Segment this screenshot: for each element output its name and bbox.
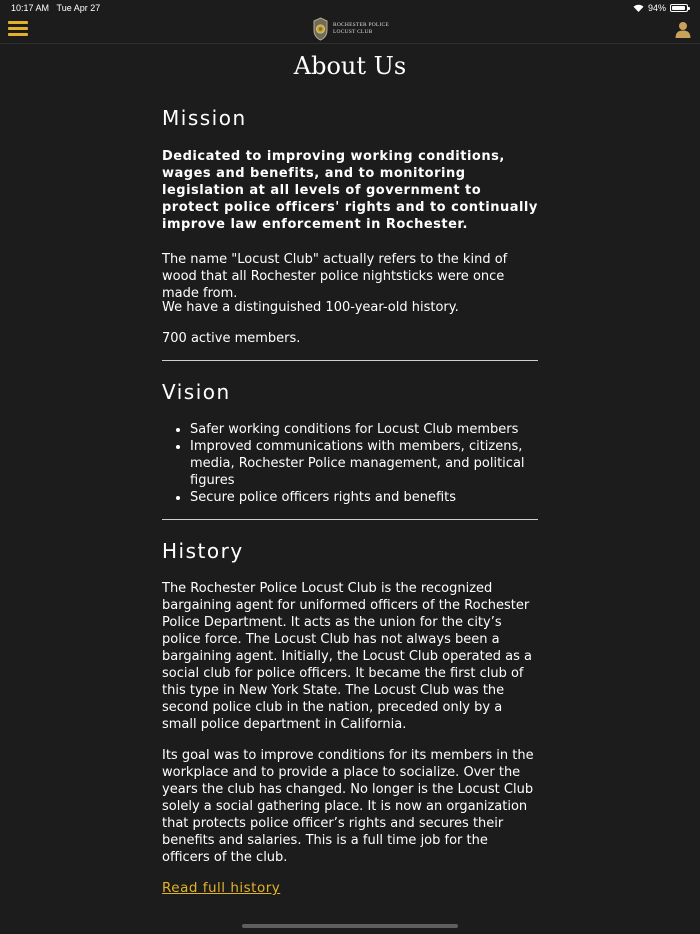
home-indicator[interactable]: [242, 924, 458, 928]
hamburger-menu-icon[interactable]: [8, 21, 28, 37]
history-paragraph: Its goal was to improve conditions for its members in the workplace and to provide a place to socialize. Over the years the club has changed. No longer is the Locust Club solely a social gathering place. It is now an organization that protects police officer’s rights and secures their benefits and salaries. This is a full time job for the officers of the club.: [162, 748, 534, 865]
list-item: • Improved communications with members, citizens, media, Rochester Police management, and political figures: [190, 438, 538, 489]
police-badge-icon: [312, 17, 329, 41]
list-item: • Secure police officers rights and benefits: [190, 489, 538, 506]
status-time: 10:17 AM Tue Apr 27: [11, 3, 101, 13]
mission-paragraph: We have a distinguished 100-year-old history.: [162, 300, 459, 315]
status-right: [633, 3, 688, 13]
mission-paragraph: The name "Locust Club" actually refers to the kind of wood that all Rochester police nightsticks were once made from.: [162, 252, 508, 301]
club-logo: [312, 17, 389, 41]
battery-icon: [670, 4, 688, 12]
battery-percent: 94%: [647, 3, 666, 13]
vision-list: [162, 421, 538, 506]
mission-statement: Dedicated to improving working conditions, wages and benefits, and to monitoring legislation at all levels of government to protect police officers' rights and to continually improve law enforcement in Rochester.: [162, 149, 538, 232]
section-divider: [162, 360, 538, 361]
history-paragraph: The Rochester Police Locust Club is the recognized bargaining agent for uniformed officers of the Rochester Police Department. It acts as the union for the city’s police force. The Locust Club has not always been a bargaining agent. Initially, the Locust Club operated as a social club for police officers. It became the first club of this type in New York State. The Locust Club was the second police club in the nation, preceded only by a small police department in California.: [162, 581, 532, 732]
history-heading: History: [162, 539, 244, 563]
page-title: About Us: [293, 52, 407, 80]
user-profile-icon[interactable]: [675, 21, 691, 38]
logo-text: ROCHESTER POLICE LOCUST CLUB: [333, 22, 389, 35]
nav-bar: [0, 16, 700, 44]
section-divider: [162, 519, 538, 520]
list-item: • Safer working conditions for Locust Club members: [190, 421, 538, 438]
status-bar: [0, 0, 700, 16]
mission-paragraph: 700 active members.: [162, 331, 301, 346]
wifi-icon: [633, 4, 644, 12]
mission-heading: Mission: [162, 106, 247, 130]
vision-heading: Vision: [162, 380, 231, 404]
read-full-history-link[interactable]: Read full history: [162, 880, 281, 896]
